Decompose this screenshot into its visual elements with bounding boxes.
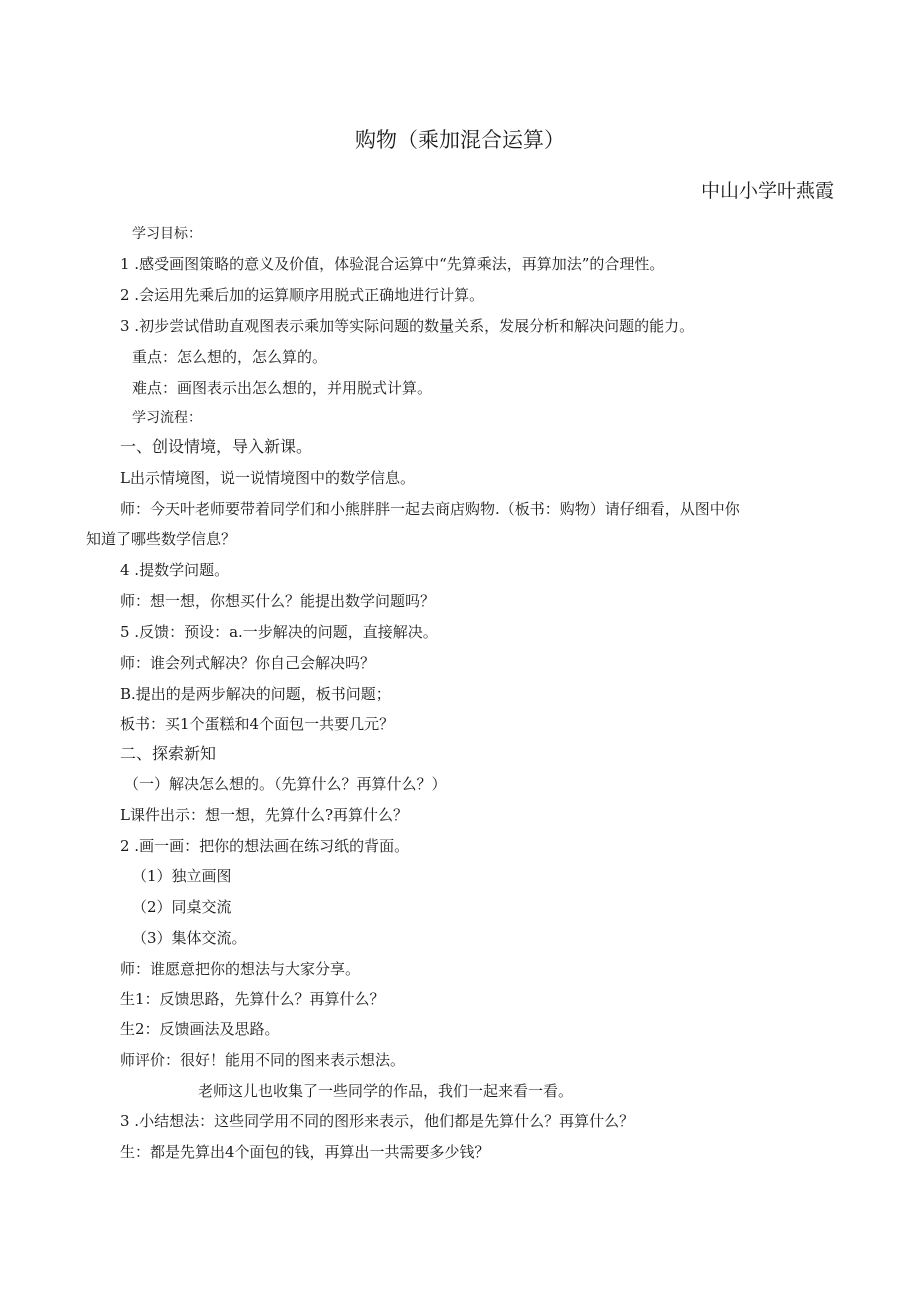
paragraph-line: B.提出的是两步解决的问题，板书问题； <box>120 685 391 703</box>
paragraph-line: 生1：反馈思路，先算什么？再算什么？ <box>120 990 385 1008</box>
paragraph-line: 3 .小结想法：这些同学用不同的图形来表示，他们都是先算什么？再算什么？ <box>120 1112 635 1130</box>
paragraph-line: 师：谁会列式解决？你自己会解决吗？ <box>120 654 376 672</box>
list-item: （2）同桌交流 <box>132 898 232 916</box>
objective-2: 2 .会运用先乘后加的运算顺序用脱式正确地进行计算。 <box>120 286 485 304</box>
paragraph-line: 师：谁愿意把你的想法与大家分享。 <box>120 960 361 978</box>
paragraph-line: 板书：买1个蛋糕和4个面包一共要几元？ <box>120 715 395 733</box>
subsection-heading: （一）解决怎么想的。（先算什么？再算什么？） <box>124 775 447 793</box>
objective-3: 3 .初步尝试借助直观图表示乘加等实际问题的数量关系，发展分析和解决问题的能力。 <box>120 317 695 335</box>
section-1-heading: 一、创设情境，导入新课。 <box>120 437 313 456</box>
paragraph-line: 师评价：很好！能用不同的图来表示想法。 <box>120 1051 406 1069</box>
paragraph-line: 2 .画一画：把你的想法画在练习纸的背面。 <box>120 837 410 855</box>
paragraph-line: 师：想一想，你想买什么？能提出数学问题吗？ <box>120 592 436 610</box>
objectives-heading: 学习目标： <box>132 226 202 242</box>
list-item: （3）集体交流。 <box>132 929 247 947</box>
flow-heading: 学习流程： <box>132 410 202 426</box>
paragraph-line: L课件出示：想一想，先算什么?再算什么？ <box>120 806 409 824</box>
list-item: （1）独立画图 <box>132 867 232 885</box>
paragraph-line: 生：都是先算出4个面包的钱，再算出一共需要多少钱？ <box>120 1143 490 1161</box>
key-point: 重点：怎么想的，怎么算的。 <box>132 348 328 366</box>
paragraph-line: 老师这儿也收集了一些同学的作品，我们一起来看一看。 <box>198 1082 574 1100</box>
paragraph-line: 知道了哪些数学信息？ <box>86 530 237 548</box>
objective-1: 1 .感受画图策略的意义及价值，体验混合运算中“先算乘法，再算加法”的合理性。 <box>120 255 665 273</box>
difficulty-point: 难点：画图表示出怎么想的，并用脱式计算。 <box>132 379 433 397</box>
author-line: 中山小学叶燕霞 <box>700 180 834 202</box>
paragraph-line: 师：今天叶老师要带着同学们和小熊胖胖一起去商店购物.（板书：购物）请仔细看，从图中你 <box>120 500 740 518</box>
section-2-heading: 二、探索新知 <box>120 744 217 763</box>
document-title: 购物（乘加混合运算） <box>355 128 565 152</box>
paragraph-line: 4 .提数学问题。 <box>120 561 230 579</box>
paragraph-line: 生2：反馈画法及思路。 <box>120 1020 280 1038</box>
paragraph-line: 5 .反馈：预设：a.一步解决的问题，直接解决。 <box>120 623 438 641</box>
paragraph-line: L出示情境图，说一说情境图中的数学信息。 <box>120 469 415 487</box>
